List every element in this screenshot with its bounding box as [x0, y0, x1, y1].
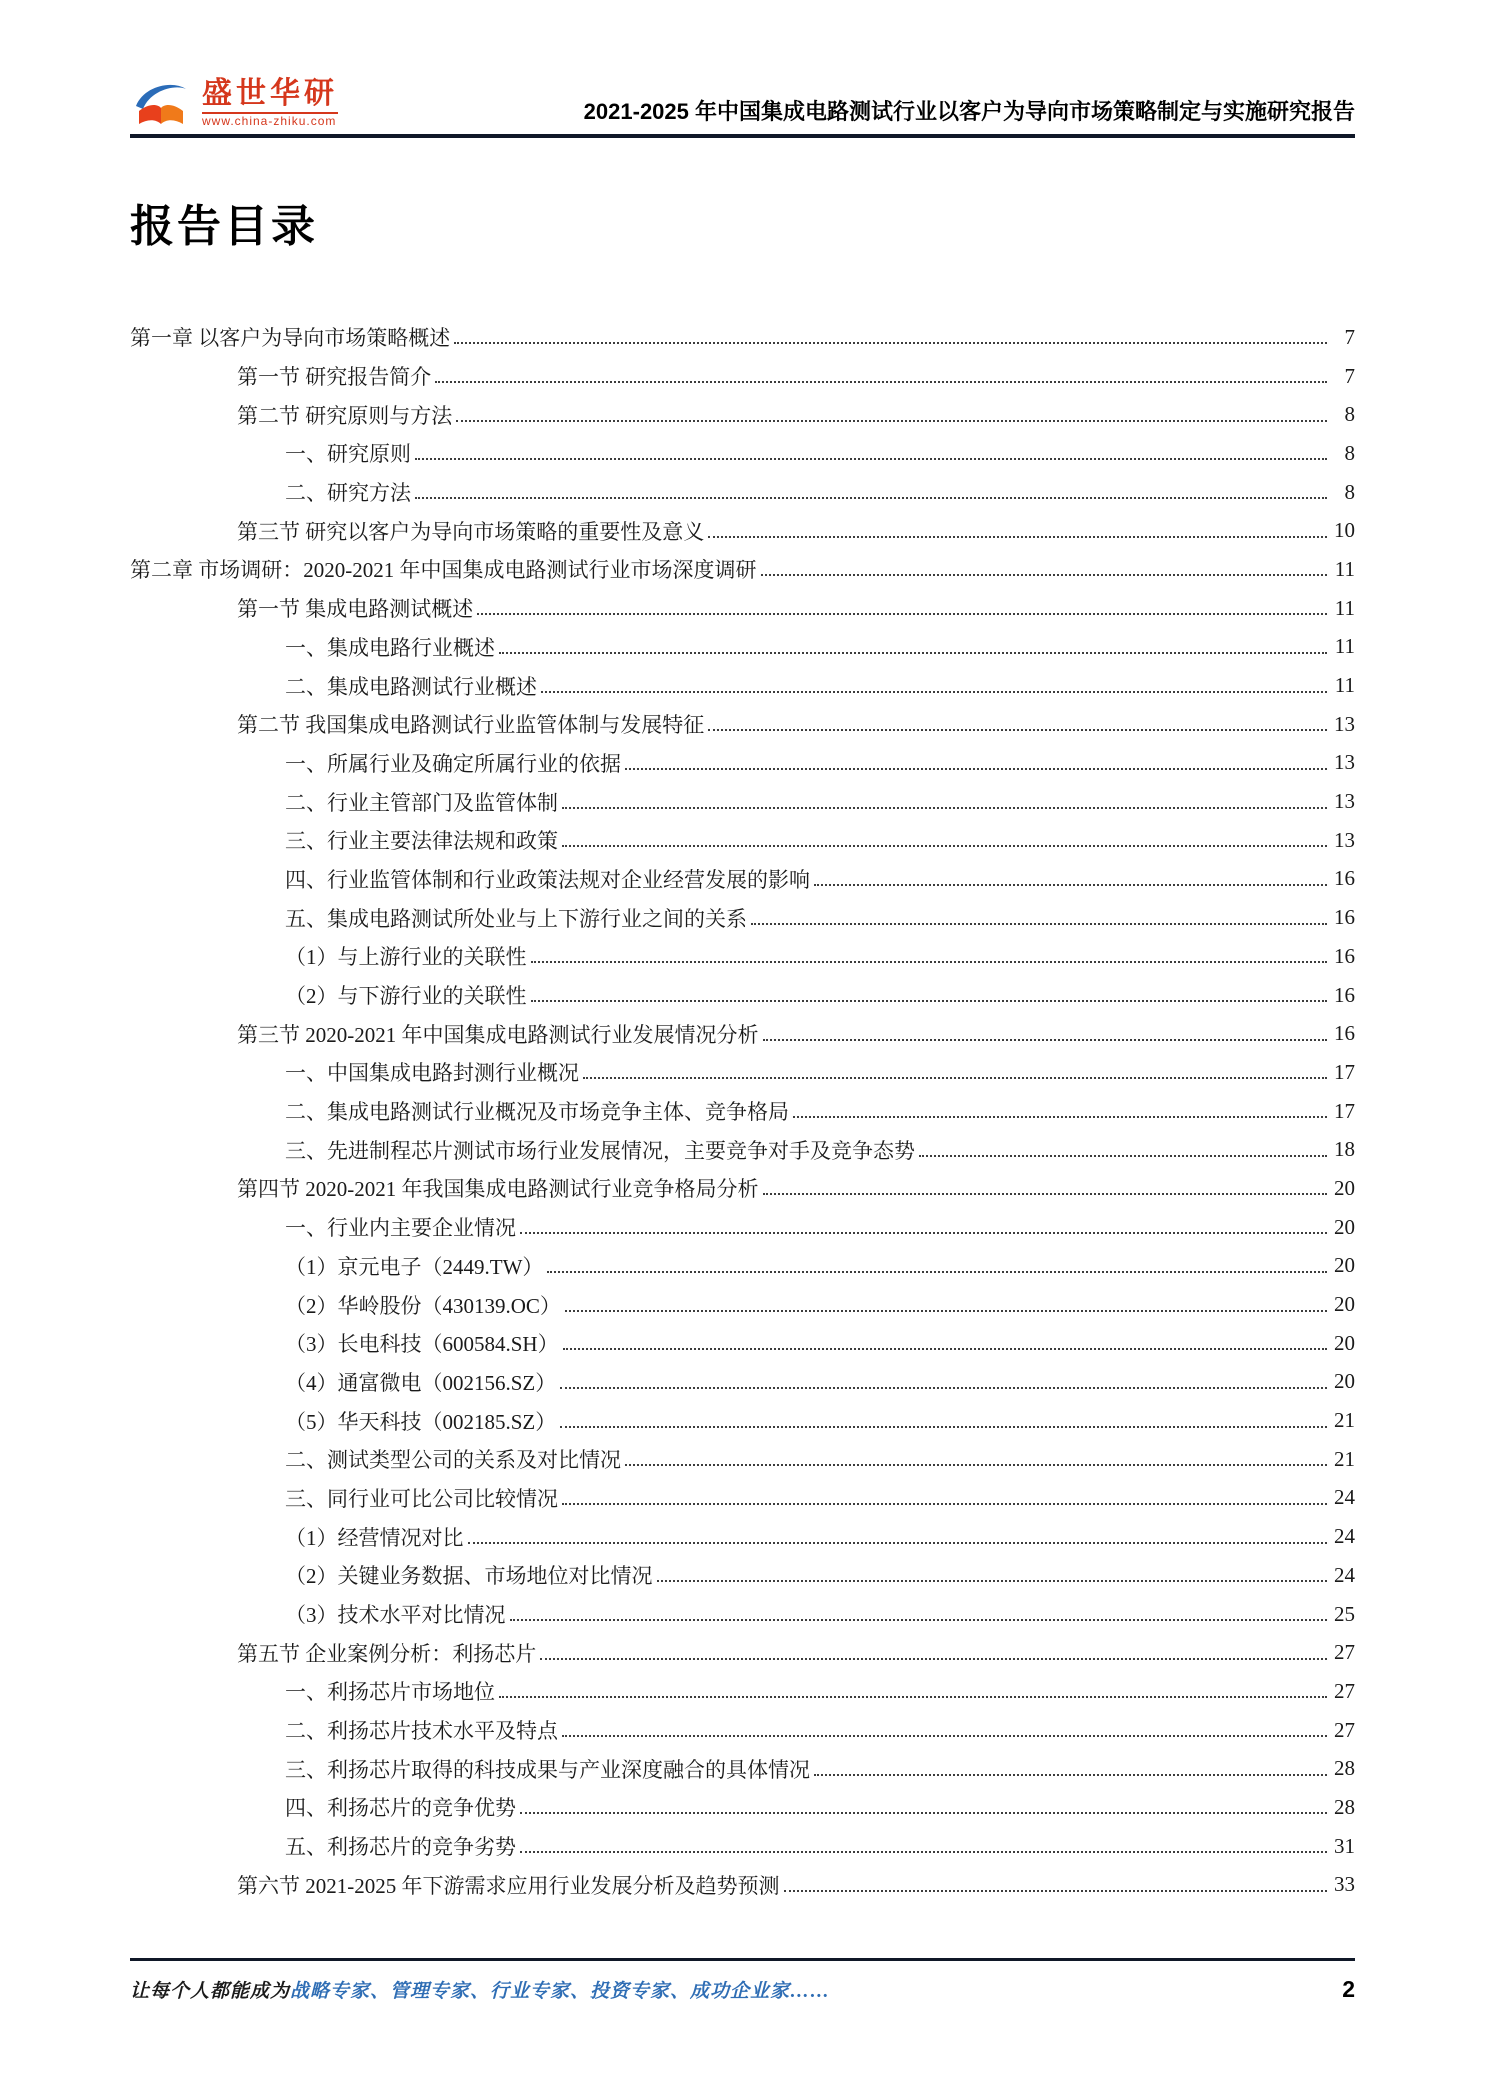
toc-page-number: 24 [1334, 1485, 1355, 1510]
logo-company-name: 盛世华研 [202, 77, 338, 111]
toc-entry-text: 第二章 市场调研：2020-2021 年中国集成电路测试行业市场深度调研 [130, 558, 757, 583]
toc-entry[interactable] [130, 666, 1355, 705]
toc-leader-dots [793, 1116, 1327, 1118]
toc-entry-text: 第二节 研究原则与方法 [237, 403, 453, 428]
toc-leader-dots [415, 458, 1327, 460]
toc-entry-text: 第六节 2021-2025 年下游需求应用行业发展分析及趋势预测 [237, 1873, 780, 1898]
toc-entry[interactable] [130, 511, 1355, 550]
toc-entry[interactable] [130, 1788, 1355, 1827]
toc-page-number: 27 [1334, 1678, 1355, 1703]
toc-entry[interactable] [130, 1092, 1355, 1131]
toc-entry[interactable] [130, 395, 1355, 434]
toc-entry-text: 第一节 集成电路测试概述 [237, 597, 474, 622]
toc-leader-dots [499, 652, 1327, 654]
toc-leader-dots [583, 1077, 1327, 1079]
toc-leader-dots [454, 342, 1327, 344]
toc-entry-text: 三、行业主要法律法规和政策 [285, 829, 558, 854]
toc-entry[interactable] [130, 821, 1355, 860]
logo-book-icon [130, 78, 192, 128]
toc-page-number: 13 [1334, 711, 1355, 736]
toc-entry[interactable] [130, 1556, 1355, 1595]
toc-page-number: 11 [1334, 556, 1355, 581]
company-logo [130, 78, 338, 128]
toc-entry[interactable] [130, 1749, 1355, 1788]
toc-entry[interactable] [130, 1247, 1355, 1286]
toc-entry-text: 四、利扬芯片的竞争优势 [285, 1796, 516, 1821]
toc-entry[interactable] [130, 1324, 1355, 1363]
toc-entry[interactable] [130, 976, 1355, 1015]
toc-entry[interactable] [130, 744, 1355, 783]
toc-leader-dots [625, 1464, 1327, 1466]
toc-leader-dots [751, 923, 1327, 925]
toc-entry-text: 一、所属行业及确定所属行业的依据 [285, 751, 621, 776]
toc-entry-text: （1）京元电子（2449.TW） [285, 1254, 544, 1279]
toc-leader-dots [763, 1039, 1328, 1041]
header-divider [130, 134, 1355, 138]
toc-leader-dots [763, 1193, 1328, 1195]
toc-entry-text: 第五节 企业案例分析：利扬芯片 [237, 1641, 537, 1666]
toc-leader-dots [708, 729, 1327, 731]
toc-entry-text: 第三节 研究以客户为导向市场策略的重要性及意义 [237, 519, 705, 544]
toc-entry-text: 第一节 研究报告简介 [237, 365, 432, 390]
toc-leader-dots [562, 807, 1327, 809]
report-title: 2021-2025 年中国集成电路测试行业以客户为导向市场策略制定与实施研究报告 [583, 99, 1355, 124]
toc-page-number: 24 [1334, 1562, 1355, 1587]
toc-entry-text: （1）经营情况对比 [285, 1525, 464, 1550]
toc-entry[interactable] [130, 898, 1355, 937]
toc-page-number: 20 [1334, 1214, 1355, 1239]
toc-entry[interactable] [130, 1827, 1355, 1866]
page-footer [130, 1958, 1355, 2003]
toc-entry[interactable] [130, 705, 1355, 744]
toc-entry[interactable] [130, 1053, 1355, 1092]
toc-page-number: 16 [1334, 905, 1355, 930]
toc-entry-text: 二、集成电路测试行业概况及市场竞争主体、竞争格局 [285, 1100, 789, 1125]
toc-page-number: 27 [1334, 1640, 1355, 1665]
footer-slogan-highlight: 战略专家、管理专家、行业专家、投资专家、成功企业家…… [290, 1981, 831, 2002]
page-header [130, 0, 1355, 134]
toc-entry-text: 三、同行业可比公司比较情况 [285, 1486, 558, 1511]
toc-leader-dots [657, 1580, 1328, 1582]
toc-page-number: 11 [1334, 634, 1355, 659]
toc-entry[interactable] [130, 1866, 1355, 1905]
toc-entry-text: 二、行业主管部门及监管体制 [285, 790, 558, 815]
toc-entry-text: （2）与下游行业的关联性 [285, 984, 527, 1009]
toc-entry-text: 一、利扬芯片市场地位 [285, 1680, 495, 1705]
toc-page-number: 11 [1334, 673, 1355, 698]
toc-leader-dots [435, 381, 1327, 383]
toc-entry-text: 第二节 我国集成电路测试行业监管体制与发展特征 [237, 713, 705, 738]
toc-leader-dots [540, 1658, 1327, 1660]
toc-entry-text: （2）华岭股份（430139.OC） [285, 1293, 561, 1318]
toc-leader-dots [541, 691, 1327, 693]
toc-leader-dots [560, 1426, 1327, 1428]
toc-page-number: 20 [1334, 1292, 1355, 1317]
toc-page-number: 8 [1344, 402, 1355, 427]
toc-entry-text: 三、利扬芯片取得的科技成果与产业深度融合的具体情况 [285, 1757, 810, 1782]
toc-entry[interactable] [130, 1479, 1355, 1518]
toc-leader-dots [520, 1812, 1327, 1814]
toc-entry[interactable] [130, 318, 1355, 357]
toc-entry-text: 二、研究方法 [285, 481, 411, 506]
toc-leader-dots [520, 1851, 1327, 1853]
toc-entry-text: 一、行业内主要企业情况 [285, 1216, 516, 1241]
toc-leader-dots [625, 768, 1327, 770]
toc-page-number: 13 [1334, 789, 1355, 814]
toc-page-number: 16 [1334, 943, 1355, 968]
toc-page-number: 10 [1334, 518, 1355, 543]
toc-leader-dots [468, 1542, 1328, 1544]
toc-leader-dots [531, 1000, 1328, 1002]
toc-entry-text: 第三节 2020-2021 年中国集成电路测试行业发展情况分析 [237, 1022, 759, 1047]
toc-page-number: 31 [1334, 1833, 1355, 1858]
toc-page-number: 16 [1334, 1021, 1355, 1046]
toc-page-number: 13 [1334, 827, 1355, 852]
toc-page-number: 16 [1334, 982, 1355, 1007]
toc-entry[interactable] [130, 1363, 1355, 1402]
toc-page-number: 20 [1334, 1330, 1355, 1355]
toc-page-number: 11 [1334, 595, 1355, 620]
toc-entry[interactable] [130, 937, 1355, 976]
toc-page-number: 17 [1334, 1098, 1355, 1123]
toc-entry-text: 一、中国集成电路封测行业概况 [285, 1061, 579, 1086]
toc-page-number: 20 [1334, 1253, 1355, 1278]
toc-leader-dots [531, 961, 1328, 963]
toc-page-number: 25 [1334, 1601, 1355, 1626]
toc-entry-text: 三、先进制程芯片测试市场行业发展情况，主要竞争对手及竞争态势 [285, 1138, 915, 1163]
page-title: 报告目录 [130, 202, 318, 251]
toc-entry[interactable] [130, 1014, 1355, 1053]
footer-slogan [130, 1976, 830, 2003]
toc-leader-dots [456, 420, 1327, 422]
toc-entry[interactable] [130, 628, 1355, 667]
toc-leader-dots [520, 1232, 1327, 1234]
footer-page-number: 2 [1342, 1976, 1355, 2002]
toc-entry-text: （3）长电科技（600584.SH） [285, 1332, 559, 1357]
toc-entry-text: （3）技术水平对比情况 [285, 1603, 506, 1628]
toc-leader-dots [499, 1696, 1327, 1698]
toc-entry[interactable] [130, 782, 1355, 821]
toc-entry[interactable] [130, 589, 1355, 628]
toc-entry-text: 第一章 以客户为导向市场策略概述 [130, 326, 451, 351]
toc-entry[interactable] [130, 1169, 1355, 1208]
toc-entry-text: 五、集成电路测试所处业与上下游行业之间的关系 [285, 906, 747, 931]
toc-page-number: 20 [1334, 1175, 1355, 1200]
toc-entry-text: （5）华天科技（002185.SZ） [285, 1409, 557, 1434]
toc-leader-dots [562, 845, 1327, 847]
toc-page-number: 18 [1334, 1137, 1355, 1162]
toc-leader-dots [563, 1348, 1327, 1350]
toc-entry-text: 一、集成电路行业概述 [285, 635, 495, 660]
toc-entry[interactable] [130, 473, 1355, 512]
toc-page-number: 8 [1344, 479, 1355, 504]
toc-entry-text: 二、利扬芯片技术水平及特点 [285, 1719, 558, 1744]
toc-entry-text: （1）与上游行业的关联性 [285, 945, 527, 970]
toc-entry-text: 五、利扬芯片的竞争劣势 [285, 1835, 516, 1860]
toc-leader-dots [562, 1735, 1327, 1737]
toc-entry[interactable] [130, 860, 1355, 899]
toc-leader-dots [560, 1387, 1327, 1389]
toc-page-number: 16 [1334, 866, 1355, 891]
toc-page-number: 27 [1334, 1717, 1355, 1742]
toc-entry[interactable] [130, 1595, 1355, 1634]
toc-leader-dots [814, 1774, 1327, 1776]
toc-entry[interactable] [130, 1208, 1355, 1247]
footer-slogan-prefix: 让每个人都能成为 [130, 1981, 291, 2002]
toc-leader-dots [565, 1310, 1327, 1312]
toc-page-number: 33 [1334, 1872, 1355, 1897]
toc-entry-text: 一、研究原则 [285, 442, 411, 467]
toc-page-number: 13 [1334, 750, 1355, 775]
toc-leader-dots [510, 1619, 1328, 1621]
toc-entry-text: 二、测试类型公司的关系及对比情况 [285, 1448, 621, 1473]
toc-entry-text: （2）关键业务数据、市场地位对比情况 [285, 1564, 653, 1589]
toc-entry[interactable] [130, 1130, 1355, 1169]
toc-entry-text: 第四节 2020-2021 年我国集成电路测试行业竞争格局分析 [237, 1177, 759, 1202]
toc-page-number: 28 [1334, 1794, 1355, 1819]
toc-list [130, 318, 1355, 1904]
toc-leader-dots [761, 574, 1328, 576]
toc-entry[interactable] [130, 1440, 1355, 1479]
toc-entry[interactable] [130, 357, 1355, 396]
toc-entry-text: 二、集成电路测试行业概述 [285, 674, 537, 699]
toc-entry[interactable] [130, 1285, 1355, 1324]
toc-leader-dots [708, 536, 1327, 538]
toc-entry-text: （4）通富微电（002156.SZ） [285, 1370, 557, 1395]
toc-leader-dots [562, 1503, 1327, 1505]
toc-entry-text: 四、行业监管体制和行业政策法规对企业经营发展的影响 [285, 867, 810, 892]
toc-leader-dots [784, 1890, 1328, 1892]
toc-entry[interactable] [130, 1672, 1355, 1711]
logo-text-block [202, 78, 338, 127]
toc-leader-dots [547, 1271, 1327, 1273]
toc-leader-dots [477, 613, 1327, 615]
toc-entry[interactable] [130, 550, 1355, 589]
toc-page-number: 28 [1334, 1756, 1355, 1781]
toc-entry[interactable] [130, 1711, 1355, 1750]
toc-leader-dots [814, 884, 1327, 886]
toc-page-number: 20 [1334, 1369, 1355, 1394]
toc-entry[interactable] [130, 1517, 1355, 1556]
toc-entry[interactable] [130, 1633, 1355, 1672]
toc-page-number: 7 [1344, 363, 1355, 388]
toc-page-number: 24 [1334, 1524, 1355, 1549]
toc-leader-dots [415, 497, 1327, 499]
toc-page-number: 8 [1344, 440, 1355, 465]
logo-website-url: www.china-zhiku.com [202, 113, 337, 128]
toc-entry[interactable] [130, 434, 1355, 473]
toc-entry[interactable] [130, 1401, 1355, 1440]
toc-page-number: 7 [1344, 324, 1355, 349]
toc-leader-dots [919, 1155, 1327, 1157]
toc-page-number: 17 [1334, 1059, 1355, 1084]
toc-page-number: 21 [1334, 1408, 1355, 1433]
toc-page-number: 21 [1334, 1446, 1355, 1471]
